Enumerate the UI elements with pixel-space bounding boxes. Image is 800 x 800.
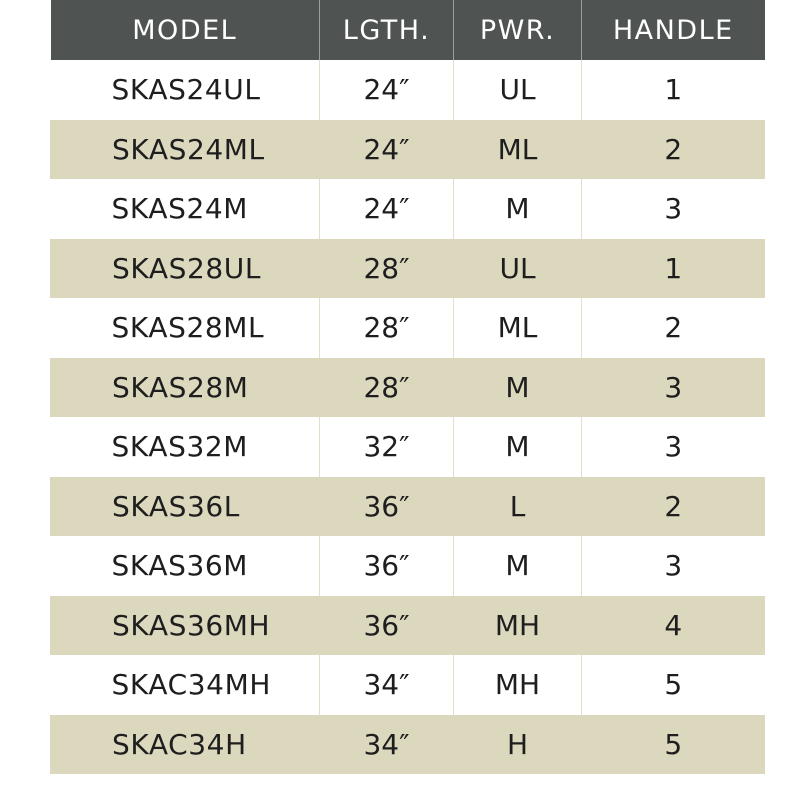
cell-handle: 3 (582, 417, 765, 477)
cell-model: SKAS32M (111, 430, 249, 464)
header-row (51, 0, 765, 60)
cell-handle: 3 (582, 179, 765, 239)
table-row (51, 358, 765, 418)
cell-handle: 2 (582, 477, 765, 537)
table-header (51, 0, 765, 60)
table-row (51, 120, 765, 180)
cell-model: SKAS24UL (111, 73, 261, 107)
table-row (51, 477, 765, 537)
cell-length: 32″ (320, 417, 454, 477)
cell-power: M (454, 179, 582, 239)
cell-handle: 1 (582, 60, 765, 120)
cell-handle: 5 (582, 715, 765, 775)
cell-power: M (454, 536, 582, 596)
table-body (51, 60, 765, 774)
cell-length: 28″ (320, 298, 454, 358)
cell-handle: 3 (582, 358, 765, 418)
cell-length: 24″ (320, 120, 454, 180)
table-row (51, 60, 765, 120)
cell-power: H (454, 715, 582, 775)
cell-length: 36″ (320, 477, 454, 537)
spec-table (50, 0, 765, 774)
cell-handle: 3 (582, 536, 765, 596)
cell-power: ML (454, 120, 582, 180)
cell-length: 36″ (320, 596, 454, 656)
cell-length: 34″ (320, 655, 454, 715)
cell-power: MH (454, 596, 582, 656)
cell-model: SKAS28ML (111, 311, 265, 345)
cell-power: M (454, 417, 582, 477)
cell-handle: 2 (582, 298, 765, 358)
cell-model: SKAS28UL (51, 239, 320, 299)
header-handle: HANDLE (582, 0, 765, 60)
table-row (51, 655, 765, 715)
cell-model: SKAS36M (111, 549, 249, 583)
cell-length: 24″ (320, 179, 454, 239)
cell-model: SKAS24ML (51, 120, 320, 180)
table-row (51, 298, 765, 358)
table-row (51, 536, 765, 596)
table-row (51, 715, 765, 775)
cell-model: SKAC34H (51, 715, 320, 775)
cell-power: UL (454, 60, 582, 120)
cell-length: 36″ (320, 536, 454, 596)
cell-length: 28″ (320, 239, 454, 299)
header-power: PWR. (454, 0, 582, 60)
cell-power: UL (454, 239, 582, 299)
cell-handle: 2 (582, 120, 765, 180)
cell-power: ML (454, 298, 582, 358)
cell-model: SKAC34MH (111, 668, 271, 702)
table-row (51, 239, 765, 299)
cell-power: L (454, 477, 582, 537)
table-row (51, 596, 765, 656)
cell-handle: 5 (582, 655, 765, 715)
cell-length: 34″ (320, 715, 454, 775)
cell-handle: 1 (582, 239, 765, 299)
header-length: LGTH. (320, 0, 454, 60)
cell-model: SKAS28M (51, 358, 320, 418)
cell-handle: 4 (582, 596, 765, 656)
cell-length: 24″ (320, 60, 454, 120)
cell-model: SKAS36L (51, 477, 320, 537)
table-row (51, 417, 765, 477)
cell-length: 28″ (320, 358, 454, 418)
header-model: MODEL (132, 14, 238, 46)
cell-power: M (454, 358, 582, 418)
cell-model: SKAS36MH (51, 596, 320, 656)
table-row (51, 179, 765, 239)
cell-power: MH (454, 655, 582, 715)
cell-model: SKAS24M (111, 192, 249, 226)
